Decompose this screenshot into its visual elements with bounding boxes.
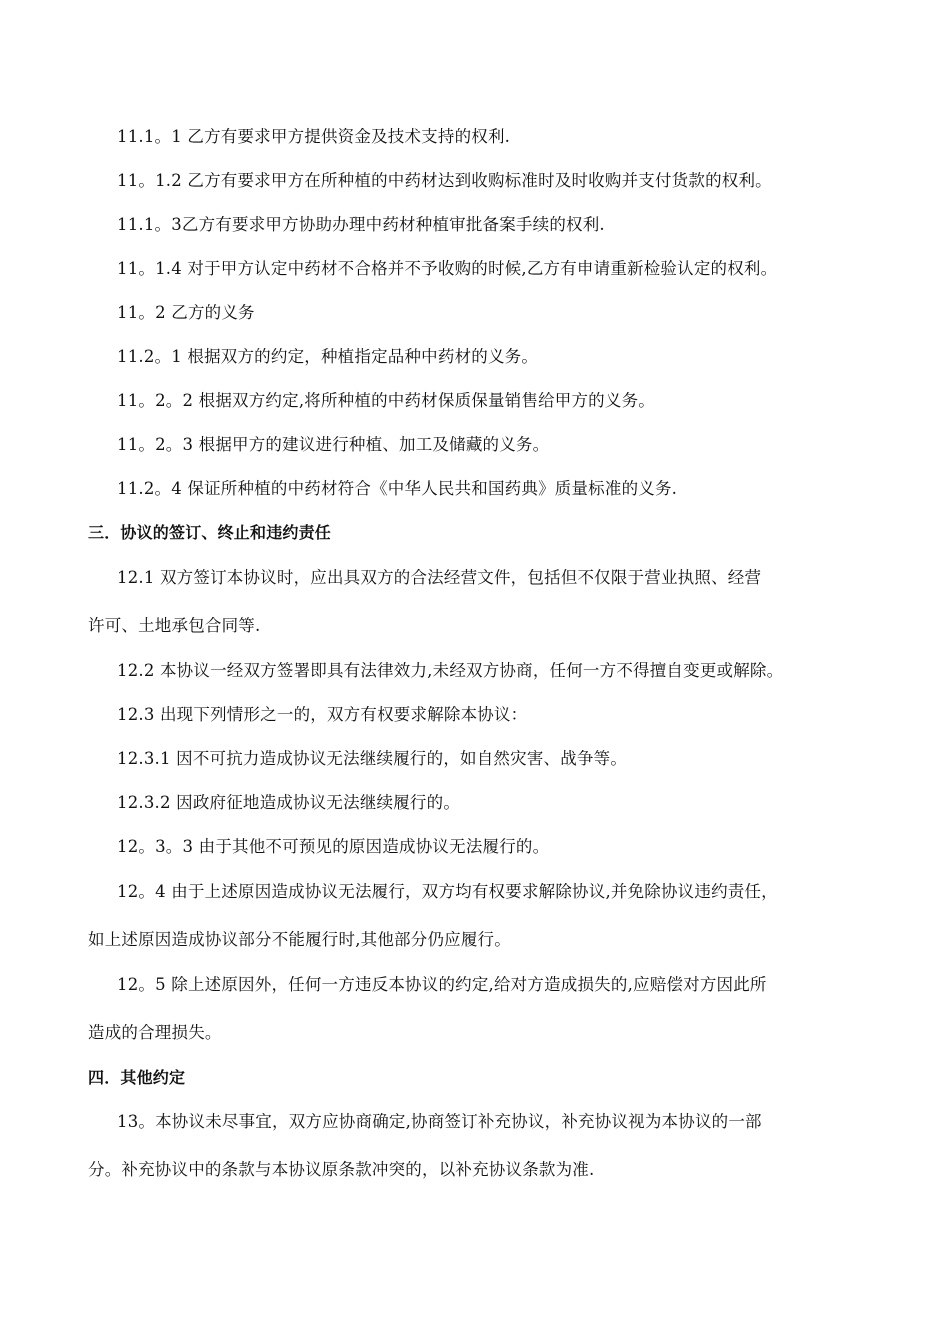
clause-12-3-1: 12.3.1 因不可抗力造成协议无法继续履行的，如自然灾害、战争等。 [117,749,628,768]
clause-11-1-3: 11.1。3乙方有要求甲方协助办理中药材种植审批备案手续的权利. [117,215,605,234]
clause-12-2: 12.2 本协议一经双方签署即具有法律效力,未经双方协商，任何一方不得擅自变更或解除。 [117,661,784,680]
clause-13-continued: 分。补充协议中的条款与本协议原条款冲突的，以补充协议条款为准. [88,1160,595,1179]
clause-12-1-continued: 许可、土地承包合同等. [88,616,261,635]
clause-11-2-3: 11。2。3 根据甲方的建议进行种植、加工及储藏的义务。 [117,435,550,454]
clause-11-2-1: 11.2。1 根据双方的约定，种植指定品种中药材的义务。 [117,347,539,366]
section-heading-4: 四．其他约定 [88,1068,186,1087]
clause-12-5-continued: 造成的合理损失。 [88,1023,222,1042]
clause-12-3: 12.3 出现下列情形之一的，双方有权要求解除本协议： [117,705,528,724]
clause-13: 13。本协议未尽事宜，双方应协商确定,协商签订补充协议，补充协议视为本协议的一部 [117,1112,762,1131]
clause-11-2-2: 11。2。2 根据双方约定,将所种植的中药材保质保量销售给甲方的义务。 [117,391,655,410]
clause-11-1-4: 11。1.4 对于甲方认定中药材不合格并不予收购的时候,乙方有申请重新检验认定的权利。 [117,259,778,278]
clause-11-1-1: 11.1。1 乙方有要求甲方提供资金及技术支持的权利. [117,127,511,146]
clause-12-3-3: 12。3。3 由于其他不可预见的原因造成协议无法履行的。 [117,837,550,856]
clause-12-1: 12.1 双方签订本协议时，应出具双方的合法经营文件，包括但不仅限于营业执照、经营 [117,568,762,587]
section-heading-3: 三．协议的签订、终止和违约责任 [88,523,332,542]
clause-11-2: 11。2 乙方的义务 [117,303,255,322]
clause-11-2-4: 11.2。4 保证所种植的中药材符合《中华人民共和国药典》质量标准的义务. [117,479,678,498]
clause-12-3-2: 12.3.2 因政府征地造成协议无法继续履行的。 [117,793,461,812]
clause-12-4: 12。4 由于上述原因造成协议无法履行，双方均有权要求解除协议,并免除协议违约责任， [117,882,778,901]
clause-12-4-continued: 如上述原因造成协议部分不能履行时,其他部分仍应履行。 [88,930,511,949]
clause-12-5: 12。5 除上述原因外，任何一方违反本协议的约定,给对方造成损失的,应赔偿对方因此所 [117,975,767,994]
clause-11-1-2: 11。1.2 乙方有要求甲方在所种植的中药材达到收购标准时及时收购并支付货款的权利。 [117,171,772,190]
